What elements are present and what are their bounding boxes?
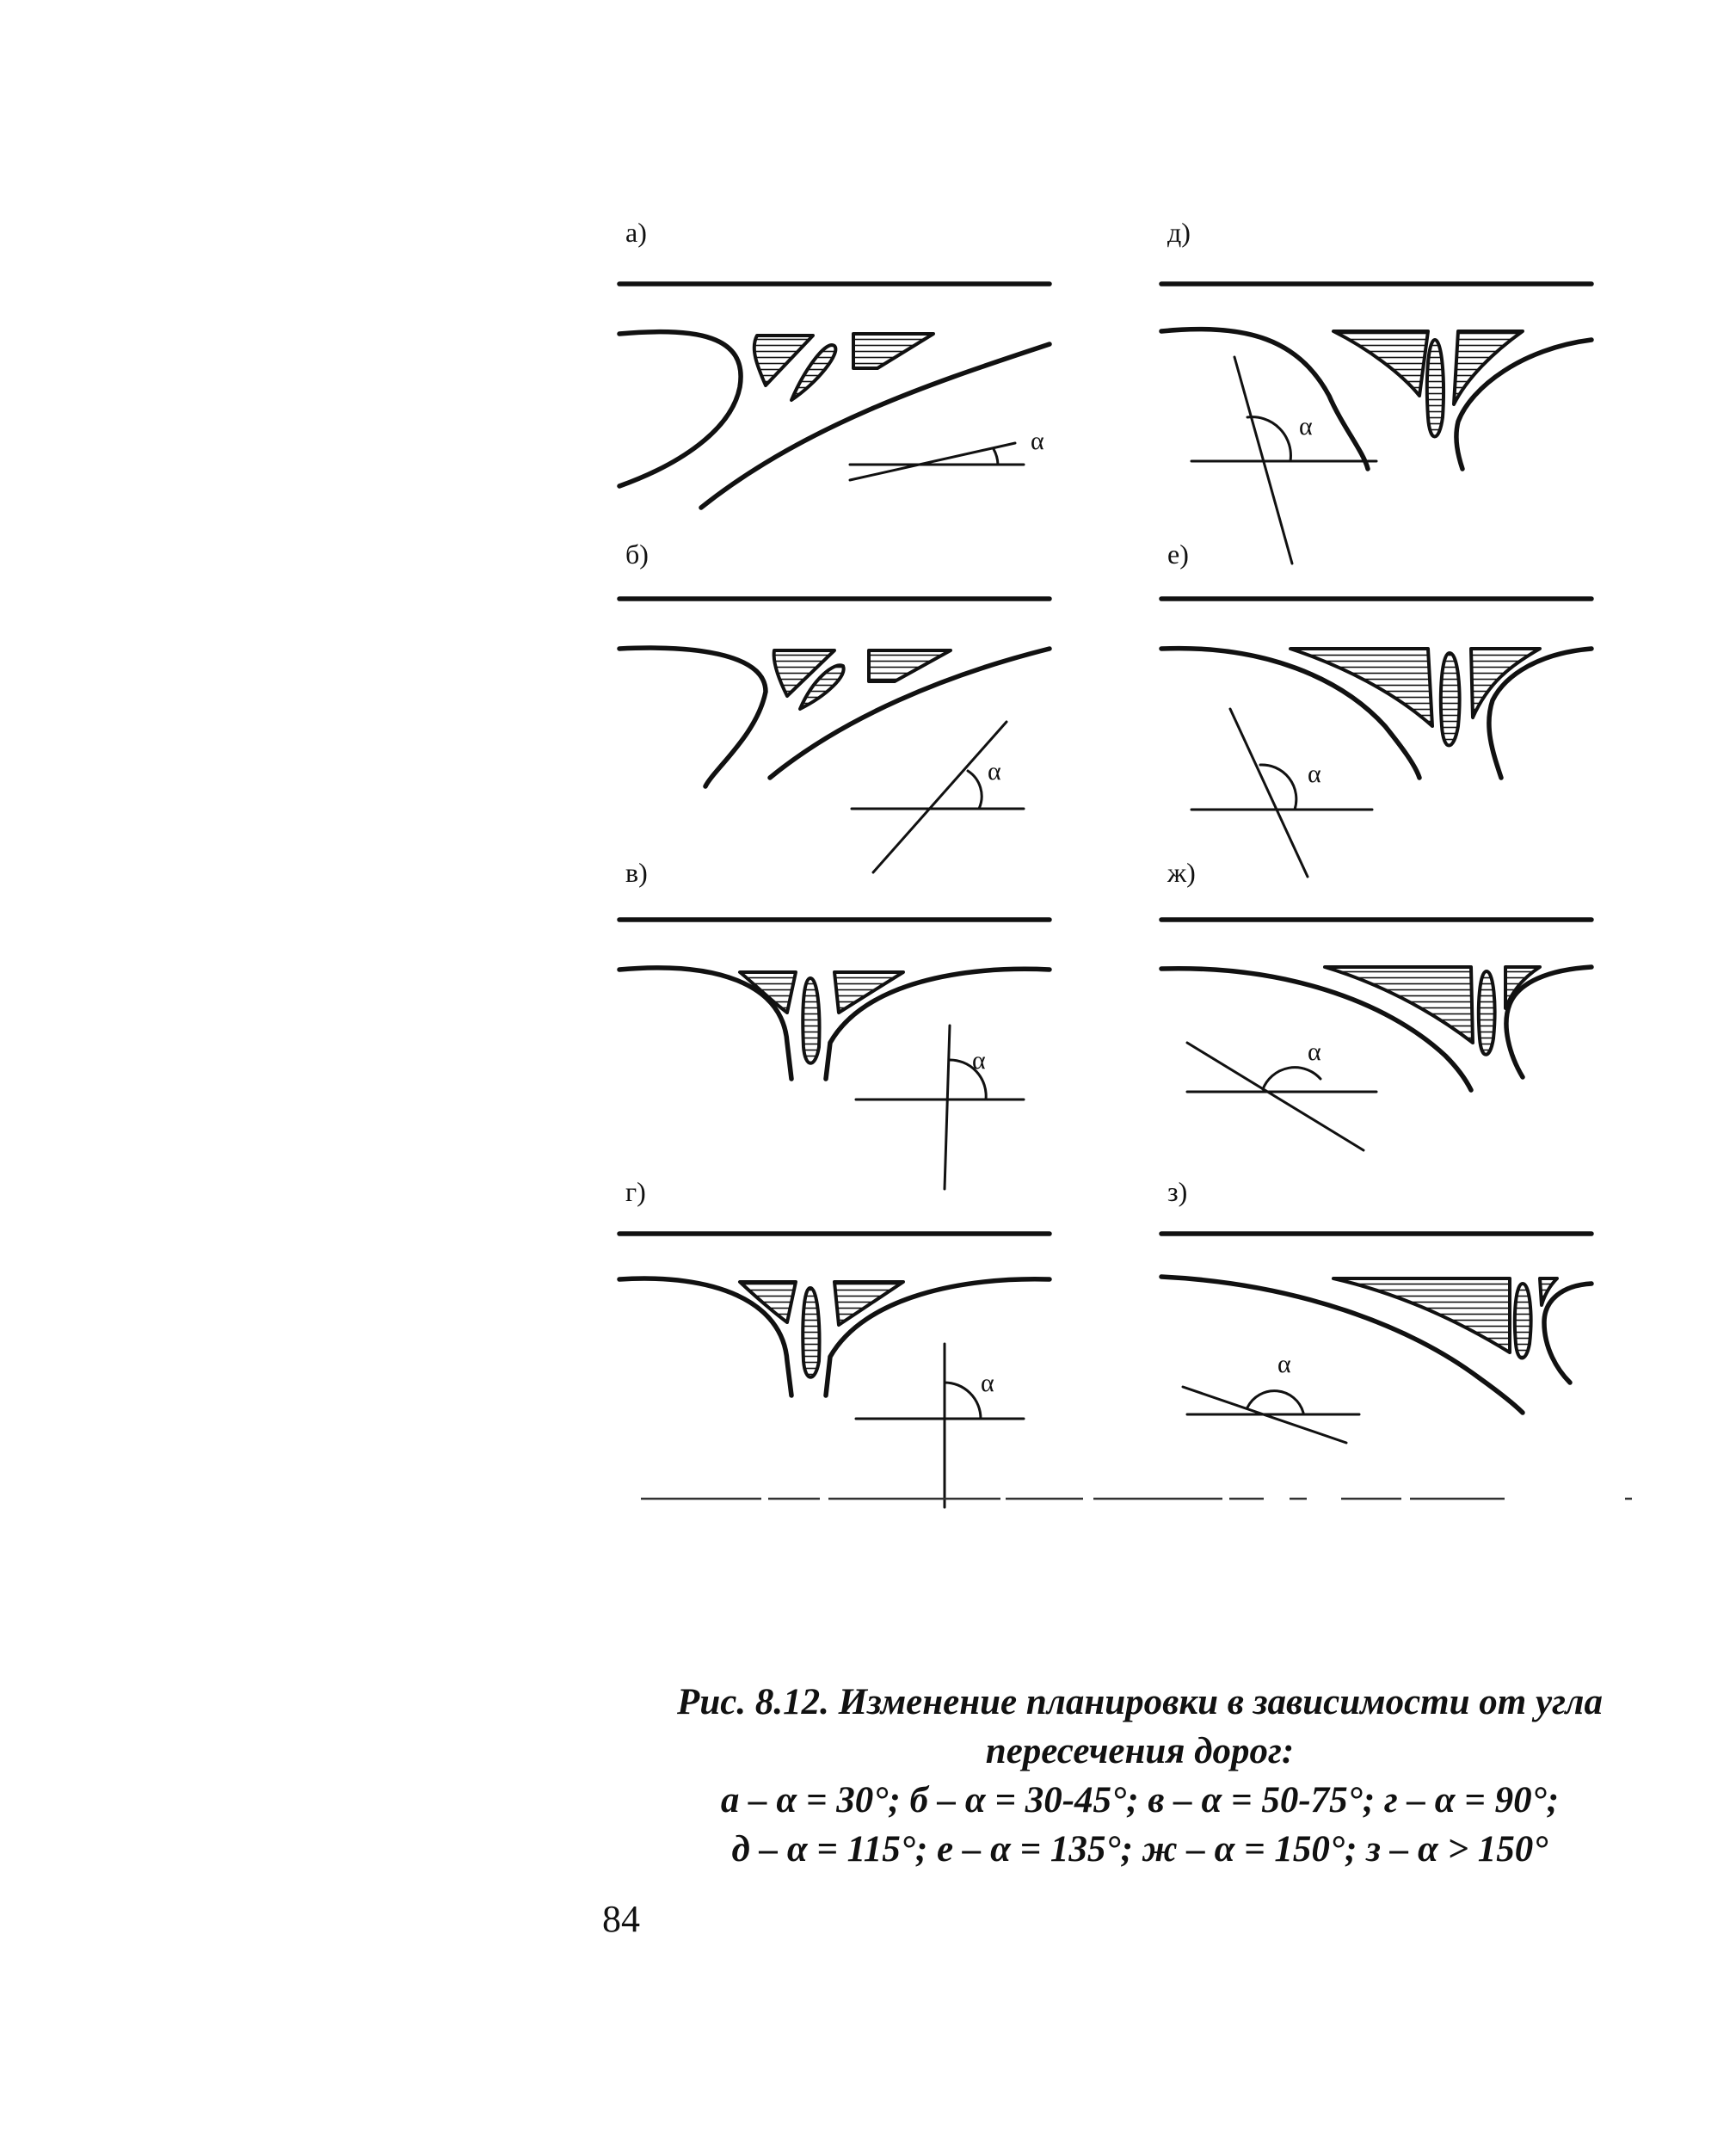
diagram-panel-g [619, 1215, 1067, 1507]
diagram-panel-a [619, 258, 1067, 551]
figure-caption [602, 1678, 1678, 1874]
panel-label-v: в) [625, 857, 648, 888]
panel-label-b: б) [625, 539, 649, 570]
panel-label-g: г) [625, 1176, 646, 1207]
panel-label-e: е) [1167, 539, 1189, 570]
panel-label-z: з) [1167, 1176, 1188, 1207]
panel-label-zh: ж) [1167, 857, 1196, 888]
caption-line-1: Рис. 8.12. Изменение планировки в зависимости от угла [677, 1682, 1603, 1722]
alpha-label-b: α [988, 757, 1001, 785]
caption-line-2: пересечения дорог: [985, 1731, 1295, 1771]
alpha-label-a: α [1031, 427, 1044, 455]
diagram-panel-v [619, 896, 1067, 1189]
alpha-label-v: α [972, 1046, 986, 1075]
diagram-panel-e [1161, 580, 1609, 872]
diagram-panel-z [1161, 1215, 1609, 1507]
alpha-label-zh: α [1308, 1038, 1321, 1066]
alpha-label-z: α [1277, 1350, 1291, 1378]
alpha-label-g: α [981, 1369, 994, 1397]
panel-label-a: а) [625, 217, 647, 248]
diagram-panel-zh [1161, 896, 1609, 1189]
diagram-panel-b [619, 580, 1067, 872]
caption-line-4: д – α = 115°; е – α = 135°; ж – α = 150°; з – α > 150° [731, 1829, 1548, 1870]
page-number: 84 [602, 1898, 640, 1940]
bottom-divider [641, 1495, 1656, 1504]
alpha-label-e: α [1308, 760, 1321, 788]
alpha-label-d: α [1299, 412, 1313, 440]
caption-line-3: а – α = 30°; б – α = 30-45°; в – α = 50-75°; г – α = 90°; [720, 1780, 1560, 1820]
panel-label-d: д) [1167, 217, 1191, 248]
diagram-panel-d [1161, 258, 1609, 551]
